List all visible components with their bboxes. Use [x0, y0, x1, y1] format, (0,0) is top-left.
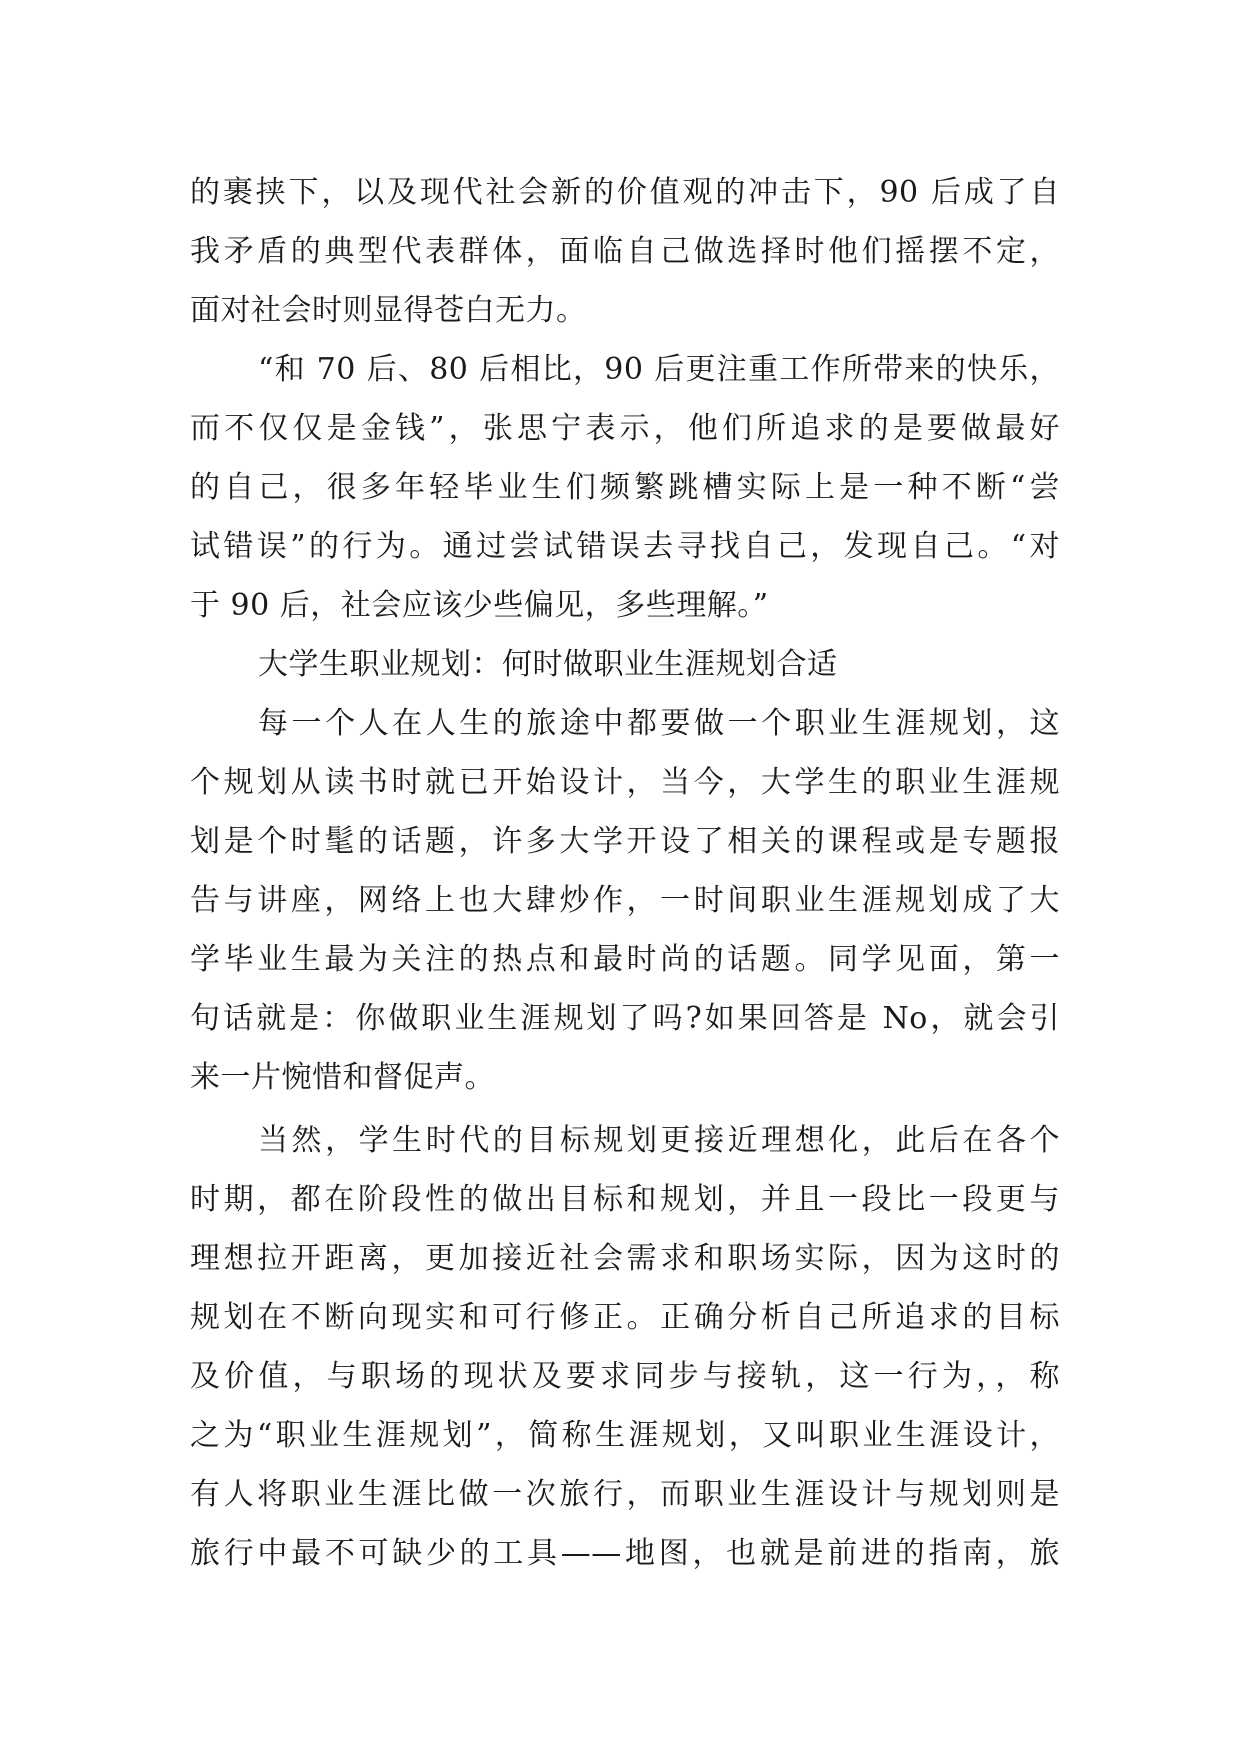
text-line: 理想拉开距离，更加接近社会需求和职场实际，因为这时的 [190, 1241, 1060, 1276]
text-line: 句话就是：你做职业生涯规划了吗?如果回答是 No，就会引 [190, 1001, 1060, 1036]
text-line: 的自己，很多年轻毕业生们频繁跳槽实际上是一种不断“尝 [190, 470, 1060, 505]
text-line: 于 90 后，社会应该少些偏见，多些理解。” [190, 588, 769, 623]
text-line: 规划在不断向现实和可行修正。正确分析自己所追求的目标 [190, 1300, 1060, 1335]
text-line: 每一个人在人生的旅途中都要做一个职业生涯规划，这 [258, 706, 1060, 741]
text-line: 大学生职业规划：何时做职业生涯规划合适 [258, 647, 838, 682]
text-line: “和 70 后、80 后相比，90 后更注重工作所带来的快乐， [258, 352, 1060, 387]
text-line: 旅行中最不可缺少的工具——地图，也就是前进的指南，旅 [190, 1536, 1060, 1571]
text-line: 的裹挟下，以及现代社会新的价值观的冲击下，90 后成了自 [190, 175, 1060, 210]
text-line: 之为“职业生涯规划”，简称生涯规划，又叫职业生涯设计， [190, 1418, 1060, 1453]
paragraph [190, 163, 1060, 340]
text-line: 面对社会时则显得苍白无力。 [190, 293, 587, 328]
text-line: 有人将职业生涯比做一次旅行，而职业生涯设计与规划则是 [190, 1477, 1060, 1512]
text-line: 个规划从读书时就已开始设计，当今，大学生的职业生涯规 [190, 765, 1060, 800]
text-line: 我矛盾的典型代表群体，面临自己做选择时他们摇摆不定， [190, 234, 1060, 269]
body-text [190, 163, 1060, 1583]
paragraph [190, 694, 1060, 1107]
paragraph [190, 340, 1060, 635]
text-line: 划是个时髦的话题，许多大学开设了相关的课程或是专题报 [190, 824, 1060, 859]
text-line: 学毕业生最为关注的热点和最时尚的话题。同学见面，第一 [190, 942, 1060, 977]
text-line: 试错误”的行为。通过尝试错误去寻找自己，发现自己。“对 [190, 529, 1060, 564]
paragraph [190, 1111, 1060, 1583]
text-line: 而不仅仅是金钱”，张思宁表示，他们所追求的是要做最好 [190, 411, 1060, 446]
text-line: 来一片惋惜和督促声。 [190, 1060, 495, 1095]
text-line: 当然，学生时代的目标规划更接近理想化，此后在各个 [258, 1123, 1060, 1158]
text-line: 及价值，与职场的现状及要求同步与接轨，这一行为，，称 [190, 1359, 1060, 1394]
text-line: 告与讲座，网络上也大肆炒作，一时间职业生涯规划成了大 [190, 883, 1060, 918]
section-heading [190, 635, 1060, 694]
text-line: 时期，都在阶段性的做出目标和规划，并且一段比一段更与 [190, 1182, 1060, 1217]
